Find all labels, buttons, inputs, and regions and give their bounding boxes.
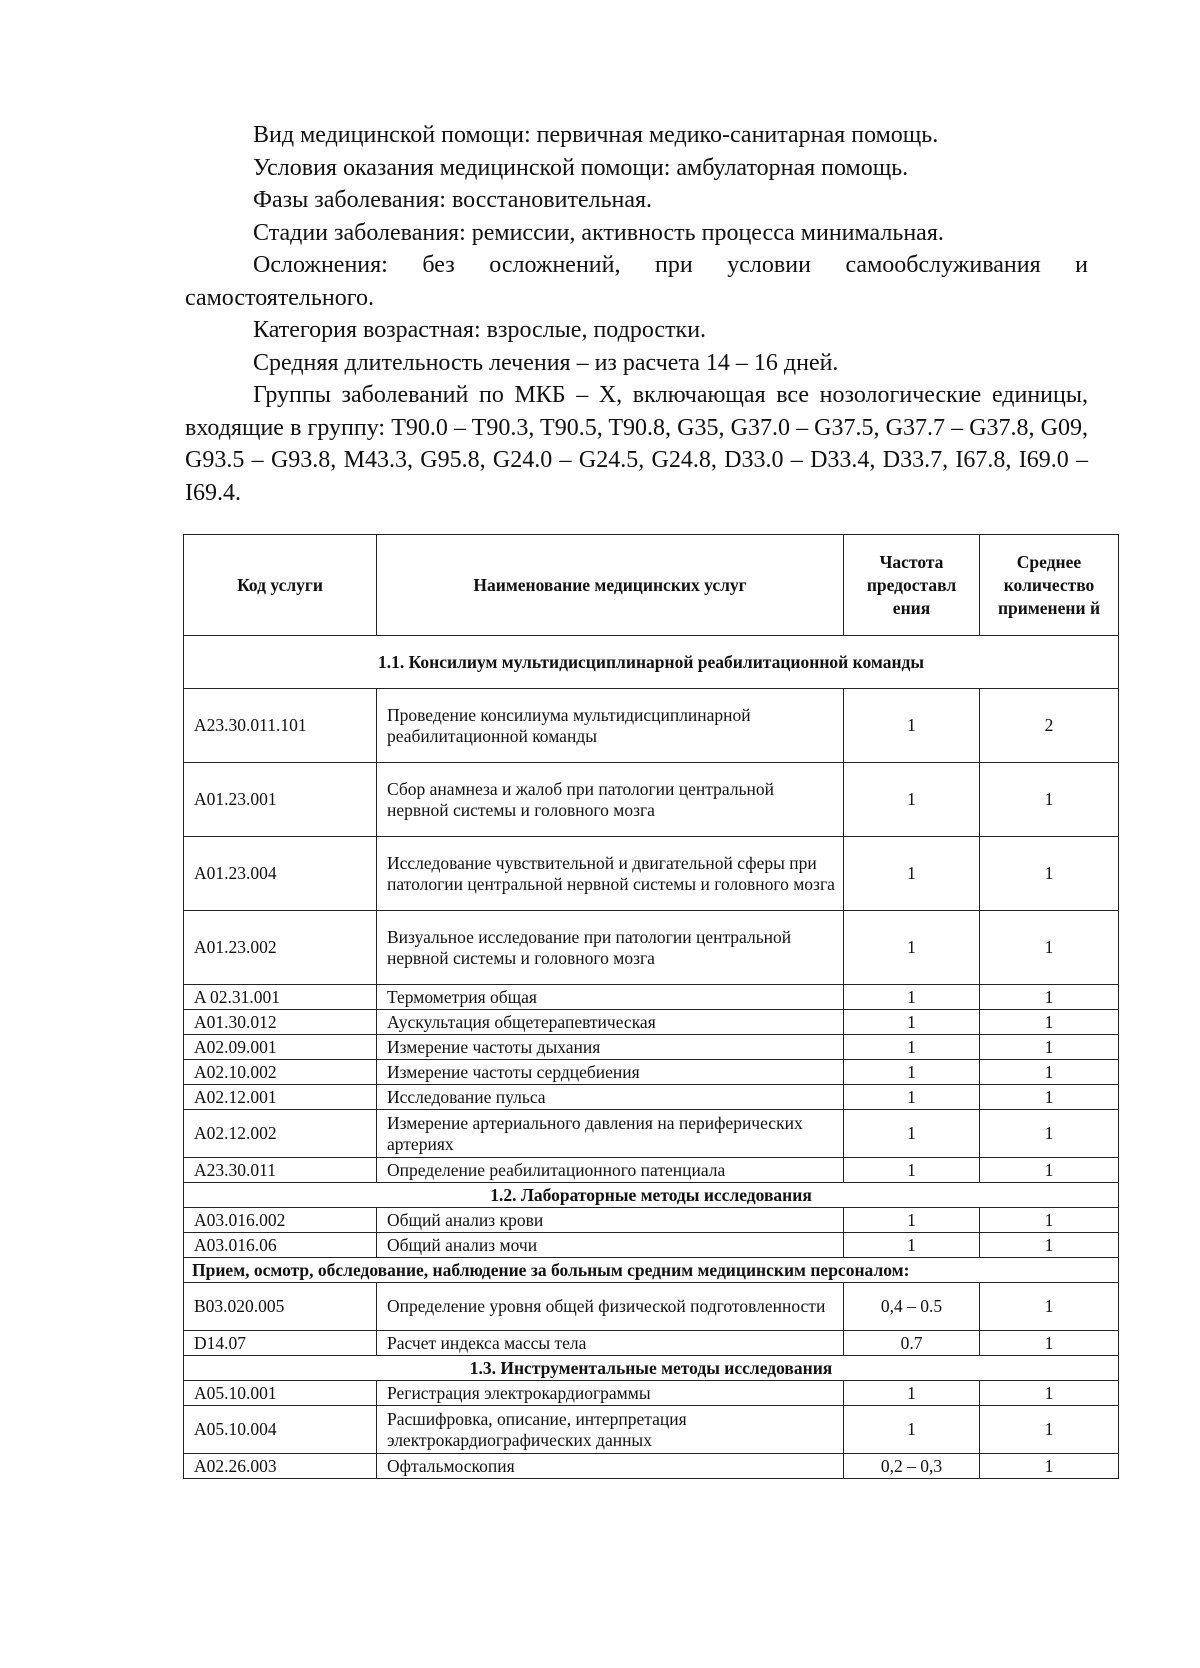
service-average: 1 (980, 1454, 1119, 1479)
service-frequency: 1 (844, 985, 980, 1010)
table-row (184, 1283, 1119, 1331)
service-code: D14.07 (184, 1331, 377, 1356)
service-code: A03.016.06 (184, 1233, 377, 1258)
table-row (184, 1010, 1119, 1035)
table-row (184, 1110, 1119, 1158)
service-code: A02.12.001 (184, 1085, 377, 1110)
service-code: A02.12.002 (184, 1110, 377, 1158)
table-row (184, 1158, 1119, 1183)
service-average: 1 (980, 1085, 1119, 1110)
service-name: Аускультация общетерапевтическая (377, 1010, 844, 1035)
table-row (184, 1035, 1119, 1060)
disease-phase: Фазы заболевания: восстановительная. (253, 187, 653, 213)
service-code: A05.10.004 (184, 1406, 377, 1454)
table-row (184, 1454, 1119, 1479)
header-frequency: Частота предоставл ения (844, 535, 980, 636)
service-code: A03.016.002 (184, 1208, 377, 1233)
service-frequency: 1 (844, 1406, 980, 1454)
table-row (184, 1381, 1119, 1406)
header-name: Наименование медицинских услуг (377, 535, 844, 636)
service-frequency: 0,4 – 0.5 (844, 1283, 980, 1331)
service-name: Офтальмоскопия (377, 1454, 844, 1479)
service-average: 2 (980, 689, 1119, 763)
service-frequency: 1 (844, 1158, 980, 1183)
section-title: 1.3. Инструментальные методы исследования (184, 1356, 1119, 1381)
header-code: Код услуги (184, 535, 377, 636)
service-average: 1 (980, 911, 1119, 985)
service-code: A02.10.002 (184, 1060, 377, 1085)
service-name: Общий анализ крови (377, 1208, 844, 1233)
service-average: 1 (980, 1010, 1119, 1035)
section-row (184, 636, 1119, 689)
services-table-wrap (183, 534, 1118, 1479)
service-average: 1 (980, 837, 1119, 911)
service-code: A02.26.003 (184, 1454, 377, 1479)
table-row (184, 985, 1119, 1010)
table-body (184, 636, 1119, 1479)
service-code: A02.09.001 (184, 1035, 377, 1060)
service-average: 1 (980, 763, 1119, 837)
service-average: 1 (980, 1060, 1119, 1085)
table-row (184, 1233, 1119, 1258)
service-average: 1 (980, 1233, 1119, 1258)
service-frequency: 1 (844, 1233, 980, 1258)
service-frequency: 1 (844, 1208, 980, 1233)
service-code: A05.10.001 (184, 1381, 377, 1406)
service-name: Исследование чувствительной и двигательной сферы при патологии центральной нервной системы и головного мозга (377, 837, 844, 911)
service-name: Расчет индекса массы тела (377, 1331, 844, 1356)
service-name: Измерение частоты сердцебиения (377, 1060, 844, 1085)
section-row (184, 1356, 1119, 1381)
service-frequency: 1 (844, 837, 980, 911)
service-frequency: 1 (844, 1010, 980, 1035)
table-row (184, 1085, 1119, 1110)
service-code: B03.020.005 (184, 1283, 377, 1331)
service-average: 1 (980, 1381, 1119, 1406)
service-average: 1 (980, 1208, 1119, 1233)
service-name: Сбор анамнеза и жалоб при патологии центральной нервной системы и головного мозга (377, 763, 844, 837)
service-average: 1 (980, 1110, 1119, 1158)
care-conditions: Условия оказания медицинской помощи: амбулаторная помощь. (253, 154, 909, 181)
service-frequency: 1 (844, 1060, 980, 1085)
section-row (184, 1258, 1119, 1283)
table-row (184, 1060, 1119, 1085)
service-average: 1 (980, 1035, 1119, 1060)
table-row (184, 1331, 1119, 1356)
services-table (183, 534, 1119, 1479)
intro-text (185, 119, 1088, 509)
service-average: 1 (980, 985, 1119, 1010)
service-name: Исследование пульса (377, 1085, 844, 1110)
service-average: 1 (980, 1406, 1119, 1454)
table-header-row (184, 535, 1119, 636)
icd-groups: Группы заболеваний по МКБ – X, включающая все нозологические единицы, входящие в группу: T90.0 – T90.3, T90.5, T90.8, G35, G37.0 – G37.5, G37.7 – G37.8, G09, G93.5 – G93.8, M43.3, G95.8, G24.0 – G24.5, G24.8, D33.0 – D33.4, D33.7, I67.8, I69.0 – I69.4. (185, 382, 1088, 506)
table-row (184, 689, 1119, 763)
service-frequency: 1 (844, 1110, 980, 1158)
care-type: Вид медицинской помощи: первичная медико-санитарная помощь. (253, 122, 939, 148)
service-name: Проведение консилиума мультидисциплинарной реабилитационной команды (377, 689, 844, 763)
service-frequency: 1 (844, 1381, 980, 1406)
service-code: A23.30.011.101 (184, 689, 377, 763)
service-code: A 02.31.001 (184, 985, 377, 1010)
treatment-duration: Средняя длительность лечения – из расчета 14 – 16 дней. (253, 349, 839, 376)
service-frequency: 0,2 – 0,3 (844, 1454, 980, 1479)
service-name: Измерение артериального давления на периферических артериях (377, 1110, 844, 1158)
table-row (184, 763, 1119, 837)
section-title: 1.1. Консилиум мультидисциплинарной реабилитационной команды (184, 636, 1119, 689)
service-frequency: 1 (844, 911, 980, 985)
service-name: Измерение частоты дыхания (377, 1035, 844, 1060)
service-name: Визуальное исследование при патологии центральной нервной системы и головного мозга (377, 911, 844, 985)
service-average: 1 (980, 1331, 1119, 1356)
age-category: Категория возрастная: взрослые, подростки. (253, 317, 707, 343)
service-code: A01.23.002 (184, 911, 377, 985)
disease-stage: Стадии заболевания: ремиссии, активность процесса минимальная. (253, 219, 944, 246)
service-code: A01.30.012 (184, 1010, 377, 1035)
section-row (184, 1183, 1119, 1208)
service-code: A01.23.004 (184, 837, 377, 911)
section-title: Прием, осмотр, обследование, наблюдение за больным средним медицинским персоналом: (184, 1258, 1119, 1283)
service-code: A23.30.011 (184, 1158, 377, 1183)
table-row (184, 1406, 1119, 1454)
service-name: Определение уровня общей физической подготовленности (377, 1283, 844, 1331)
header-average: Среднее количество применени й (980, 535, 1119, 636)
section-title: 1.2. Лабораторные методы исследования (184, 1183, 1119, 1208)
service-name: Регистрация электрокардиограммы (377, 1381, 844, 1406)
service-name: Термометрия общая (377, 985, 844, 1010)
service-average: 1 (980, 1158, 1119, 1183)
service-average: 1 (980, 1283, 1119, 1331)
table-row (184, 837, 1119, 911)
service-name: Определение реабилитационного патенциала (377, 1158, 844, 1183)
service-frequency: 1 (844, 1085, 980, 1110)
service-code: A01.23.001 (184, 763, 377, 837)
service-frequency: 0.7 (844, 1331, 980, 1356)
service-name: Расшифровка, описание, интерпретация электрокардиографических данных (377, 1406, 844, 1454)
service-frequency: 1 (844, 689, 980, 763)
service-frequency: 1 (844, 1035, 980, 1060)
service-frequency: 1 (844, 763, 980, 837)
table-row (184, 1208, 1119, 1233)
complications: Осложнения: без осложнений, при условии самообслуживания и самостоятельного. (185, 252, 1088, 311)
table-row (184, 911, 1119, 985)
service-name: Общий анализ мочи (377, 1233, 844, 1258)
